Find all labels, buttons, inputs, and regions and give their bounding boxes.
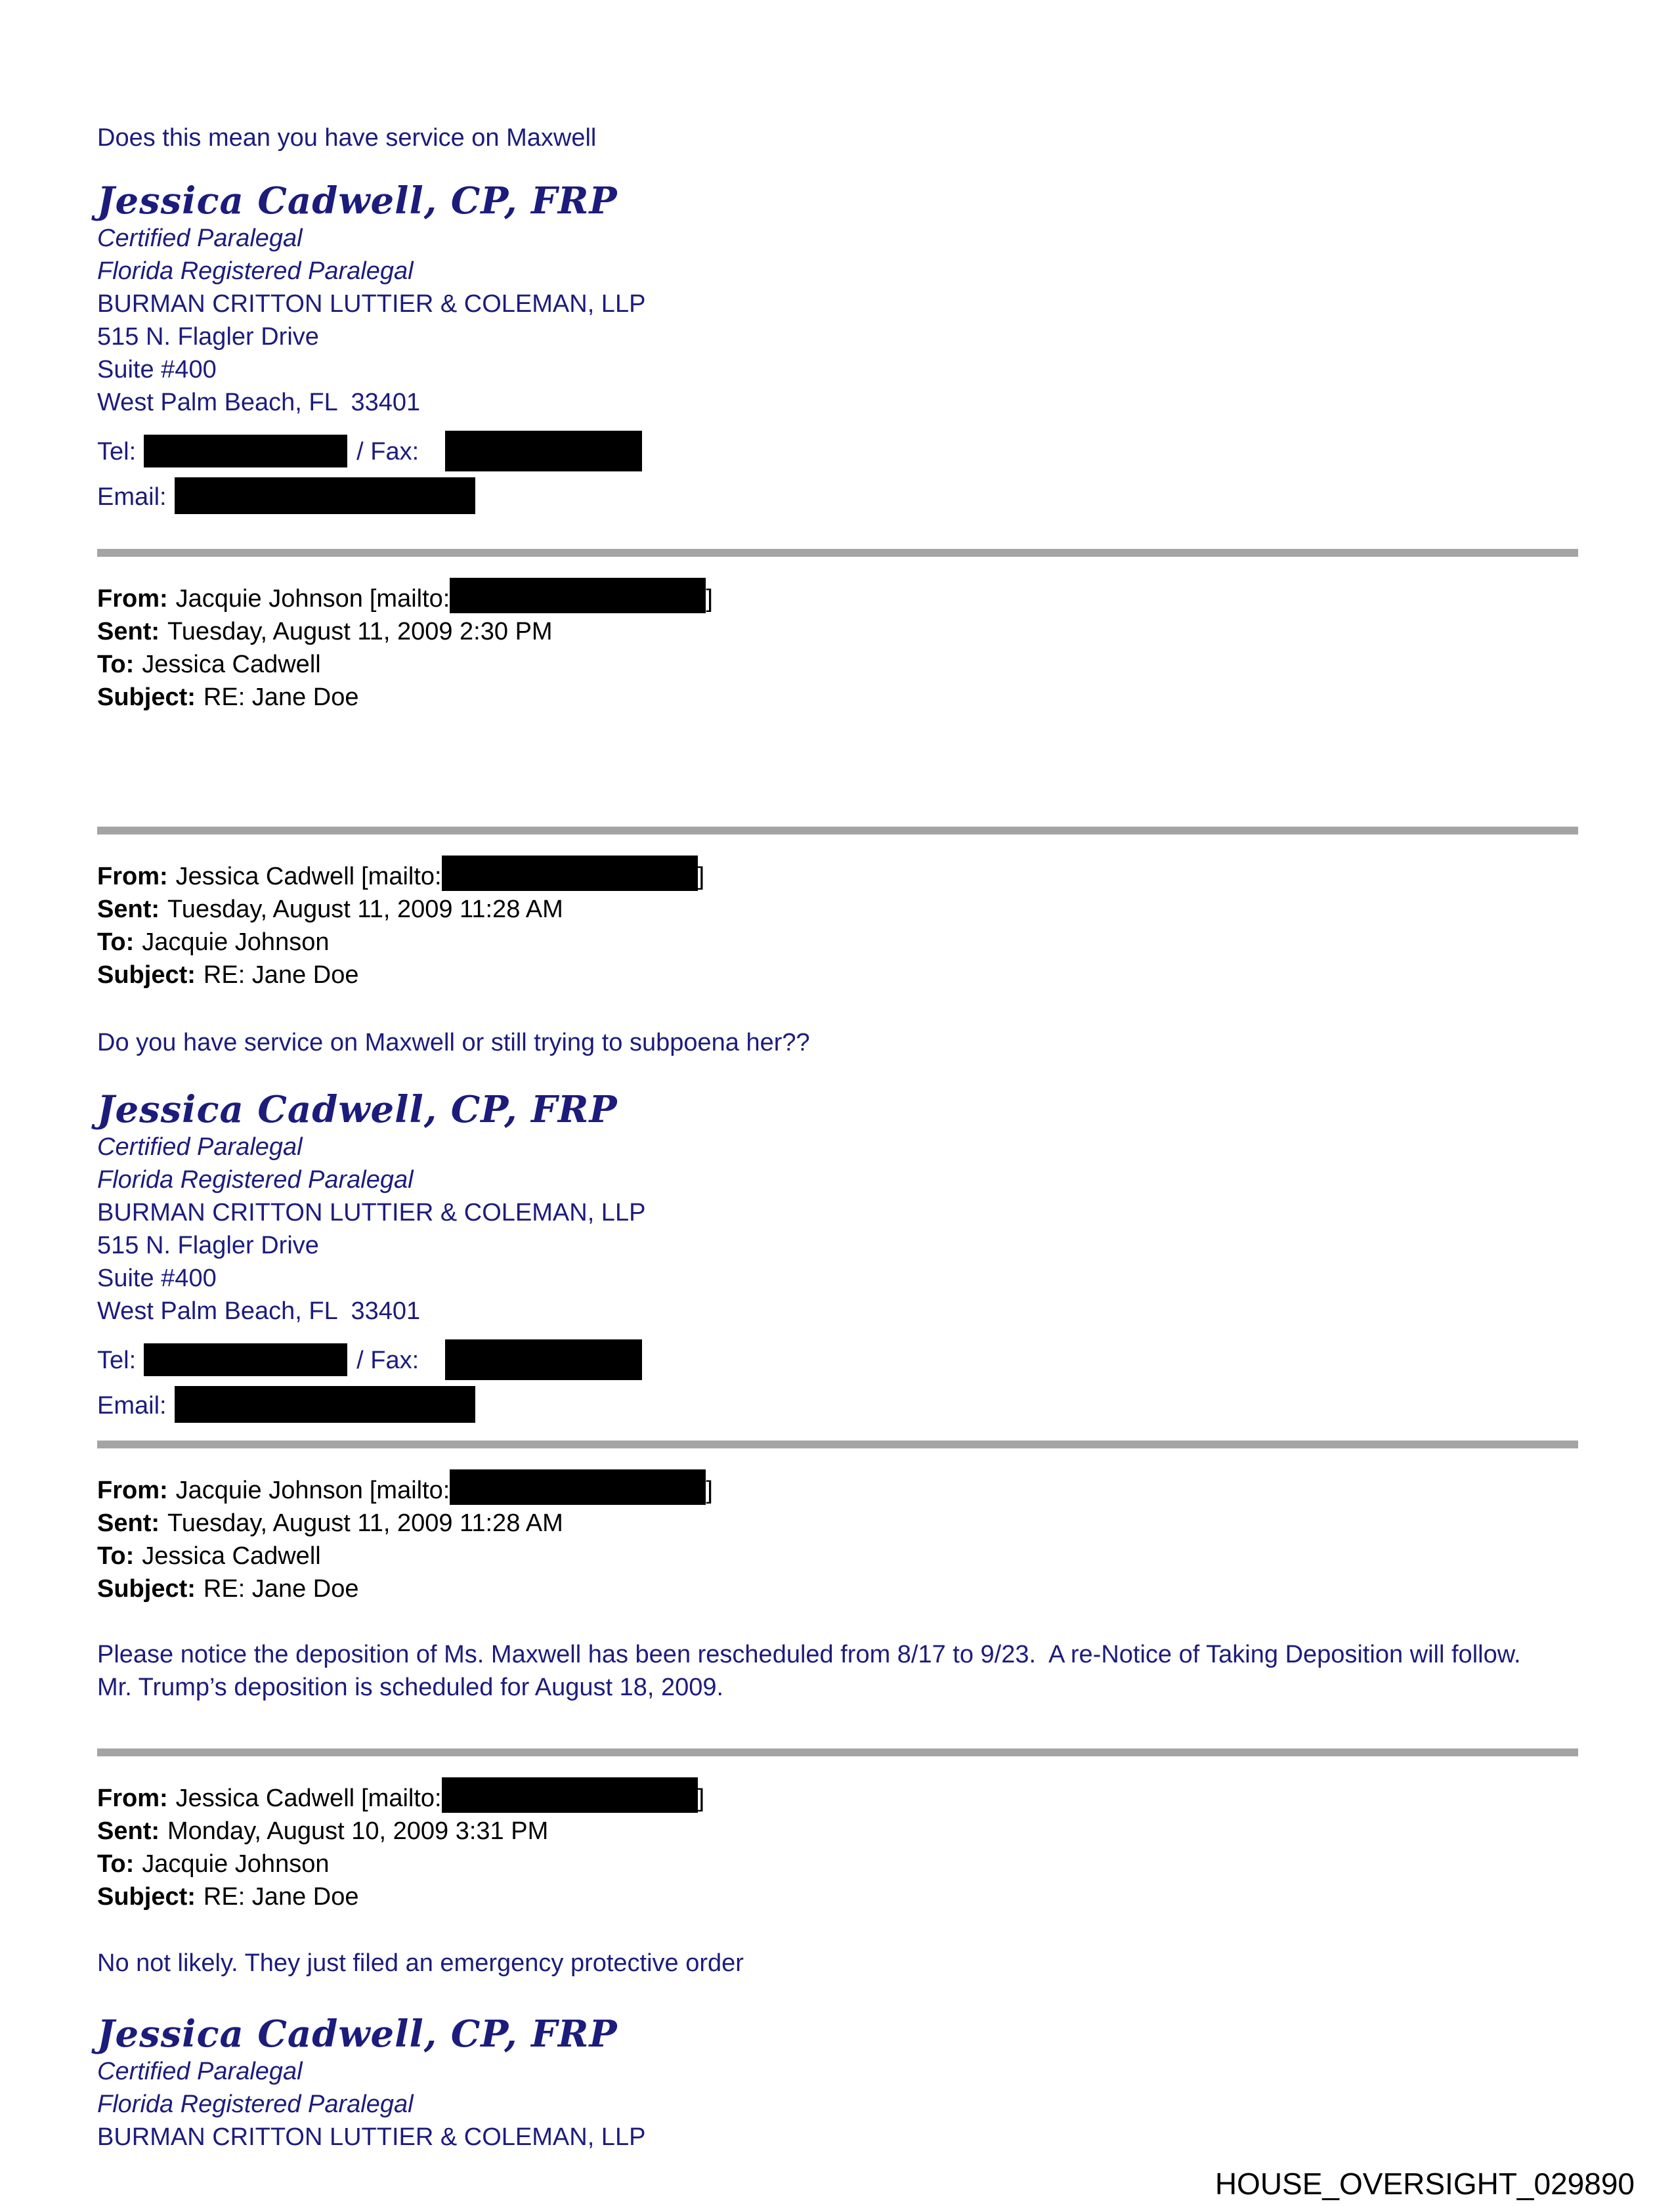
redaction-box-tel <box>144 1343 347 1376</box>
mailto-close-bracket: ] <box>706 585 713 613</box>
message-body: No not likely. They just filed an emergency protective order <box>97 1949 744 1977</box>
bates-number: HOUSE_OVERSIGHT_029890 <box>1214 2167 1635 2201</box>
to-line <box>97 926 1578 959</box>
section-divider <box>97 1441 1578 1448</box>
section-divider <box>97 1748 1578 1756</box>
subject-label: Subject: <box>97 683 196 711</box>
sent-label: Sent: <box>97 896 160 923</box>
from-line <box>97 1463 1578 1507</box>
signature-address: Suite #400 <box>97 356 217 383</box>
message-body: Do you have service on Maxwell or still trying to subpoena her?? <box>97 1029 810 1056</box>
signature-block <box>97 180 1578 513</box>
tel-label: Tel: <box>97 1347 137 1374</box>
mailto-close-bracket: ] <box>697 1785 705 1812</box>
fax-label: / Fax: <box>356 438 419 466</box>
redaction-box-fax <box>445 431 642 471</box>
subject-line <box>97 1572 1578 1605</box>
from-value: Jessica Cadwell <box>175 1785 355 1812</box>
from-line <box>97 849 1578 893</box>
from-label: From: <box>97 1785 168 1812</box>
signature-title: Certified Paralegal <box>97 225 303 252</box>
subject-value: RE: Jane Doe <box>203 961 359 989</box>
subject-line <box>97 959 1578 991</box>
signature-title: Florida Registered Paralegal <box>97 257 414 285</box>
sent-value: Tuesday, August 11, 2009 11:28 AM <box>167 1509 563 1537</box>
from-label: From: <box>97 1477 168 1504</box>
mailto-open-bracket: [mailto: <box>369 1477 450 1504</box>
email-header <box>97 1771 1578 1913</box>
to-label: To: <box>97 928 135 956</box>
sent-label: Sent: <box>97 1817 160 1845</box>
sent-label: Sent: <box>97 1509 160 1537</box>
from-line <box>97 1771 1578 1815</box>
signature-address: Suite #400 <box>97 1265 217 1292</box>
to-line <box>97 1848 1578 1880</box>
mailto-open-bracket: [mailto: <box>361 863 442 890</box>
signature-address: 515 N. Flagler Drive <box>97 1232 319 1259</box>
signature-name: Jessica Cadwell, CP, FRP <box>97 2012 618 2056</box>
signature-firm: BURMAN CRITTON LUTTIER & COLEMAN, LLP <box>97 290 646 318</box>
signature-address: West Palm Beach, FL 33401 <box>97 1297 421 1325</box>
signature-block <box>97 1089 1578 1422</box>
subject-value: RE: Jane Doe <box>203 1883 359 1911</box>
email-label: Email: <box>97 483 167 511</box>
redaction-box-mailto <box>450 578 706 613</box>
sent-value: Monday, August 10, 2009 3:31 PM <box>167 1817 549 1845</box>
to-value: Jacquie Johnson <box>142 928 330 956</box>
from-value: Jacquie Johnson <box>175 1477 363 1504</box>
subject-line <box>97 681 1578 714</box>
signature-firm: BURMAN CRITTON LUTTIER & COLEMAN, LLP <box>97 1199 646 1226</box>
to-value: Jessica Cadwell <box>142 651 321 678</box>
subject-line <box>97 1880 1578 1913</box>
email-label: Email: <box>97 1392 167 1420</box>
signature-phone-line <box>97 1328 1578 1377</box>
signature-title: Certified Paralegal <box>97 2058 303 2085</box>
redaction-box-tel <box>144 435 347 467</box>
redaction-box-mailto <box>442 856 698 891</box>
redaction-box-email <box>175 1386 475 1423</box>
signature-email-line <box>97 1377 1578 1422</box>
subject-value: RE: Jane Doe <box>203 683 359 711</box>
sent-value: Tuesday, August 11, 2009 11:28 AM <box>167 896 563 923</box>
from-value: Jacquie Johnson <box>175 585 363 613</box>
from-label: From: <box>97 585 168 613</box>
subject-label: Subject: <box>97 961 196 989</box>
signature-address: West Palm Beach, FL 33401 <box>97 389 421 416</box>
to-label: To: <box>97 1542 135 1570</box>
subject-label: Subject: <box>97 1883 196 1911</box>
signature-title: Florida Registered Paralegal <box>97 1166 414 1194</box>
subject-label: Subject: <box>97 1575 196 1603</box>
signature-title: Florida Registered Paralegal <box>97 2091 414 2118</box>
signature-title: Certified Paralegal <box>97 1133 303 1161</box>
to-value: Jacquie Johnson <box>142 1850 330 1878</box>
fax-label: / Fax: <box>356 1347 419 1374</box>
signature-address: 515 N. Flagler Drive <box>97 323 319 351</box>
sent-line <box>97 893 1578 926</box>
subject-value: RE: Jane Doe <box>203 1575 359 1603</box>
to-line <box>97 1540 1578 1572</box>
mailto-open-bracket: [mailto: <box>361 1785 442 1812</box>
section-divider <box>97 827 1578 835</box>
from-label: From: <box>97 863 168 890</box>
to-line <box>97 648 1578 681</box>
message-body: Please notice the deposition of Ms. Maxwell has been rescheduled from 8/17 to 9/23. A re-Notice of Taking Deposition will follow. Mr. Trump’s deposition is scheduled for August 18, 2009. <box>97 1641 1535 1701</box>
sent-line <box>97 1815 1578 1848</box>
mailto-close-bracket: ] <box>697 863 705 890</box>
email-header <box>97 849 1578 991</box>
section-divider <box>97 549 1578 557</box>
mailto-open-bracket: [mailto: <box>369 585 450 613</box>
email-header <box>97 1463 1578 1605</box>
sent-label: Sent: <box>97 618 160 645</box>
redaction-box-mailto <box>450 1469 706 1505</box>
signature-phone-line <box>97 419 1578 468</box>
to-label: To: <box>97 1850 135 1878</box>
sent-line <box>97 615 1578 648</box>
sent-line <box>97 1507 1578 1540</box>
from-line <box>97 571 1578 615</box>
tel-label: Tel: <box>97 438 137 466</box>
signature-firm: BURMAN CRITTON LUTTIER & COLEMAN, LLP <box>97 2123 646 2151</box>
signature-block-partial <box>97 2013 1578 2154</box>
redaction-box-mailto <box>442 1777 698 1813</box>
to-value: Jessica Cadwell <box>142 1542 321 1570</box>
from-value: Jessica Cadwell <box>175 863 355 890</box>
signature-name: Jessica Cadwell, CP, FRP <box>97 179 618 223</box>
signature-name: Jessica Cadwell, CP, FRP <box>97 1088 618 1131</box>
message-body-top: Does this mean you have service on Maxwell <box>97 124 597 152</box>
mailto-close-bracket: ] <box>706 1477 713 1504</box>
redaction-box-email <box>175 477 475 514</box>
sent-value: Tuesday, August 11, 2009 2:30 PM <box>167 618 553 645</box>
to-label: To: <box>97 651 135 678</box>
email-header <box>97 571 1578 714</box>
redaction-box-fax <box>445 1339 642 1380</box>
signature-email-line <box>97 468 1578 513</box>
